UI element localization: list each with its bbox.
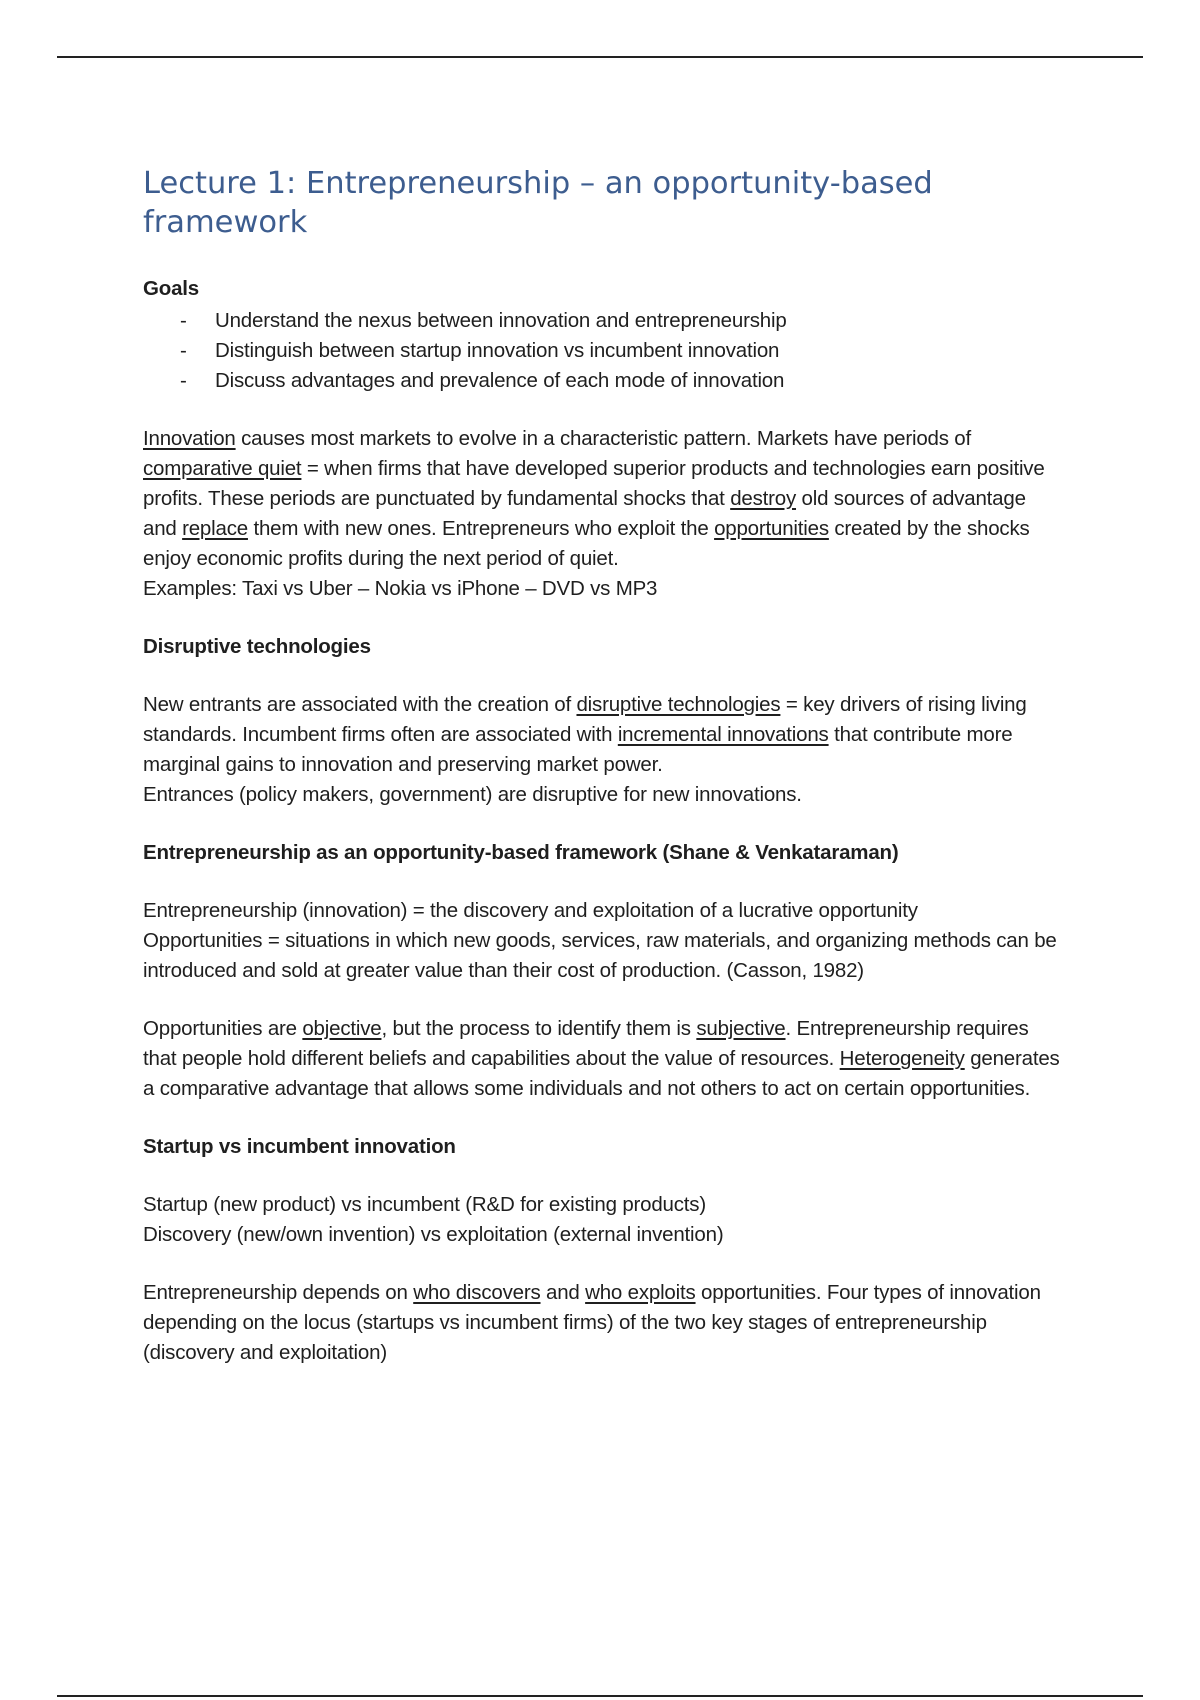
bullet-dash: - xyxy=(180,339,187,362)
goal-text: Understand the nexus between innovation and entrepreneurship xyxy=(215,309,787,332)
text-run: created by the shocks enjoy economic profits during the next period of quiet. xyxy=(143,517,1030,570)
list-item xyxy=(143,336,1063,366)
text-run: opportunities. Four types of innovation depending on the locus (startups vs incumbent firms) of the two key stages of entrepreneurship (discovery and exploitation) xyxy=(143,1281,1041,1364)
startup-heading: Startup vs incumbent innovation xyxy=(143,1135,456,1158)
disruptive-heading: Disruptive technologies xyxy=(143,635,371,658)
text-run: Opportunities are xyxy=(143,1017,303,1040)
document-body xyxy=(143,164,1063,1368)
term-who-exploits: who exploits xyxy=(585,1281,696,1304)
text-run: Entrepreneurship depends on xyxy=(143,1281,414,1304)
text-run: = when firms that have developed superior products and technologies earn positive profits. These periods are punctuated by fundamental shocks that xyxy=(143,457,1045,510)
examples-line: Examples: Taxi vs Uber – Nokia vs iPhone – DVD vs MP3 xyxy=(143,577,658,600)
disruptive-paragraph xyxy=(143,690,1063,780)
text-run: old sources of advantage and xyxy=(143,487,1026,540)
term-replace: replace xyxy=(182,517,248,540)
goal-text: Distinguish between startup innovation vs incumbent innovation xyxy=(215,339,780,362)
term-heterogeneity: Heterogeneity xyxy=(839,1047,965,1070)
list-item xyxy=(143,306,1063,336)
term-comparative-quiet: comparative quiet xyxy=(143,457,302,480)
text-run: New entrants are associated with the creation of xyxy=(143,693,577,716)
startup-paragraph xyxy=(143,1278,1063,1368)
text-run: . Entrepreneurship requires that people hold different beliefs and capabilities about the value of resources. xyxy=(143,1017,1029,1070)
intro-paragraph xyxy=(143,424,1063,574)
header-rule xyxy=(57,56,1143,58)
list-item xyxy=(143,366,1063,396)
goals-list xyxy=(143,306,1063,396)
framework-definition-2: Opportunities = situations in which new goods, services, raw materials, and organizing methods can be introduced and sold at greater value than their cost of production. (Casson, 1982) xyxy=(143,929,1057,982)
startup-line-1: Startup (new product) vs incumbent (R&D for existing products) xyxy=(143,1193,706,1216)
bullet-dash: - xyxy=(180,309,187,332)
term-opportunities: opportunities xyxy=(714,517,829,540)
term-who-discovers: who discovers xyxy=(413,1281,541,1304)
goal-text: Discuss advantages and prevalence of each mode of innovation xyxy=(215,369,785,392)
startup-line-2: Discovery (new/own invention) vs exploitation (external invention) xyxy=(143,1223,724,1246)
term-incremental-innovations: incremental innovations xyxy=(617,723,829,746)
bullet-dash: - xyxy=(180,369,187,392)
framework-paragraph-2 xyxy=(143,1014,1063,1104)
text-run: = key drivers of rising living standards. Incumbent firms often are associated with xyxy=(143,693,1027,746)
term-innovation: Innovation xyxy=(143,427,236,450)
page-title: Lecture 1: Entrepreneurship – an opportunity-based framework xyxy=(143,166,933,240)
text-run: that contribute more marginal gains to innovation and preserving market power. xyxy=(143,723,1013,776)
term-subjective: subjective xyxy=(696,1017,786,1040)
text-run: causes most markets to evolve in a characteristic pattern. Markets have periods of xyxy=(235,427,972,450)
goals-heading: Goals xyxy=(143,277,199,300)
text-run: , but the process to identify them is xyxy=(381,1017,697,1040)
text-run: them with new ones. Entrepreneurs who exploit the xyxy=(247,517,715,540)
term-destroy: destroy xyxy=(730,487,797,510)
footer-rule xyxy=(57,1695,1143,1697)
term-objective: objective xyxy=(302,1017,382,1040)
framework-definition-1: Entrepreneurship (innovation) = the discovery and exploitation of a lucrative opportunity xyxy=(143,899,918,922)
text-run: generates a comparative advantage that allows some individuals and not others to act on certain opportunities. xyxy=(143,1047,1060,1100)
framework-heading: Entrepreneurship as an opportunity-based framework (Shane & Venkataraman) xyxy=(143,841,899,864)
text-run: and xyxy=(540,1281,586,1304)
disruptive-line2: Entrances (policy makers, government) are disruptive for new innovations. xyxy=(143,783,802,806)
term-disruptive-technologies: disruptive technologies xyxy=(576,693,781,716)
